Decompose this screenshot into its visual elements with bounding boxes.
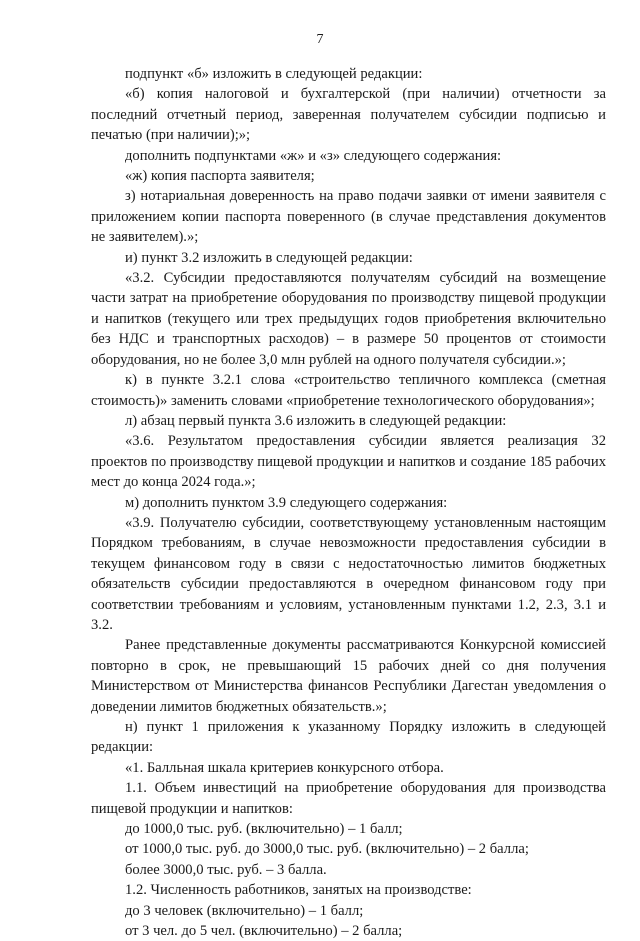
page-number: 7 (316, 32, 324, 47)
paragraph: «3.9. Получателю субсидии, соответствующему установленным настоящим Порядком требованиям, в случае невозможности предоставления субсидии в текущем финансовом году в связи с недостаточностью лимитов бюджетных обязательств субсидии предоставляются в очередном финансовом году при соответствии требованиям и условиям, установленным пунктами 1.2, 2.3, 3.1 и 3.2. (91, 514, 606, 633)
paragraph: до 3 человек (включительно) – 1 балл; (125, 902, 364, 919)
paragraph: Ранее представленные документы рассматриваются Конкурсной комиссией повторно в срок, не превышающий 15 рабочих дней со дня получения Министерством от Министерства финансов Республики Дагестан уведомления о доведении лимитов бюджетных обязательств.»; (91, 637, 606, 715)
paragraph: н) пункт 1 приложения к указанному Порядку изложить в следующей редакции: (91, 719, 606, 756)
paragraph: более 3000,0 тыс. руб. – 3 балла. (125, 861, 327, 878)
paragraph: м) дополнить пунктом 3.9 следующего содержания: (125, 494, 448, 511)
document-body (91, 64, 606, 941)
paragraph: «3.2. Субсидии предоставляются получателям субсидий на возмещение части затрат на приобретение оборудования по производству пищевой продукции и напитков (текущего или трех предыдущих годов приобретения включительно без НДС и транспортных расходов) – в размере 50 процентов от стоимости оборудования, но не более 3,0 млн рублей на одного получателя субсидии.»; (91, 270, 606, 368)
paragraph: л) абзац первый пункта 3.6 изложить в следующей редакции: (125, 412, 507, 429)
paragraph: к) в пункте 3.2.1 слова «строительство тепличного комплекса (сметная стоимость)» заменить словами «приобретение технологического оборудования»; (91, 372, 606, 409)
paragraph: и) пункт 3.2 изложить в следующей редакции: (125, 249, 413, 266)
paragraph: 1.2. Численность работников, занятых на производстве: (125, 882, 472, 899)
paragraph: 1.1. Объем инвестиций на приобретение оборудования для производства пищевой продукции и напитков: (91, 780, 606, 817)
paragraph: подпункт «б» изложить в следующей редакции: (125, 66, 423, 82)
paragraph: от 1000,0 тыс. руб. до 3000,0 тыс. руб. (включительно) – 2 балла; (125, 841, 529, 858)
paragraph: «б) копия налоговой и бухгалтерской (при наличии) отчетности за последний отчетный период, заверенная получателем субсидии подписью и печатью (при наличии);»; (91, 86, 606, 144)
paragraph: от 3 чел. до 5 чел. (включительно) – 2 балла; (125, 923, 403, 940)
paragraph: до 1000,0 тыс. руб. (включительно) – 1 балл; (125, 821, 403, 838)
paragraph: дополнить подпунктами «ж» и «з» следующего содержания: (125, 147, 502, 164)
paragraph: «1. Балльная шкала критериев конкурсного отбора. (125, 759, 444, 776)
paragraph: «3.6. Результатом предоставления субсидии является реализация 32 проектов по производству пищевой продукции и напитков и создание 185 рабочих мест до конца 2024 года.»; (91, 433, 606, 491)
paragraph: з) нотариальная доверенность на право подачи заявки от имени заявителя с приложением копии паспорта поверенного (в случае представления документов не заявителем).»; (91, 188, 606, 246)
paragraph: «ж) копия паспорта заявителя; (125, 168, 315, 185)
